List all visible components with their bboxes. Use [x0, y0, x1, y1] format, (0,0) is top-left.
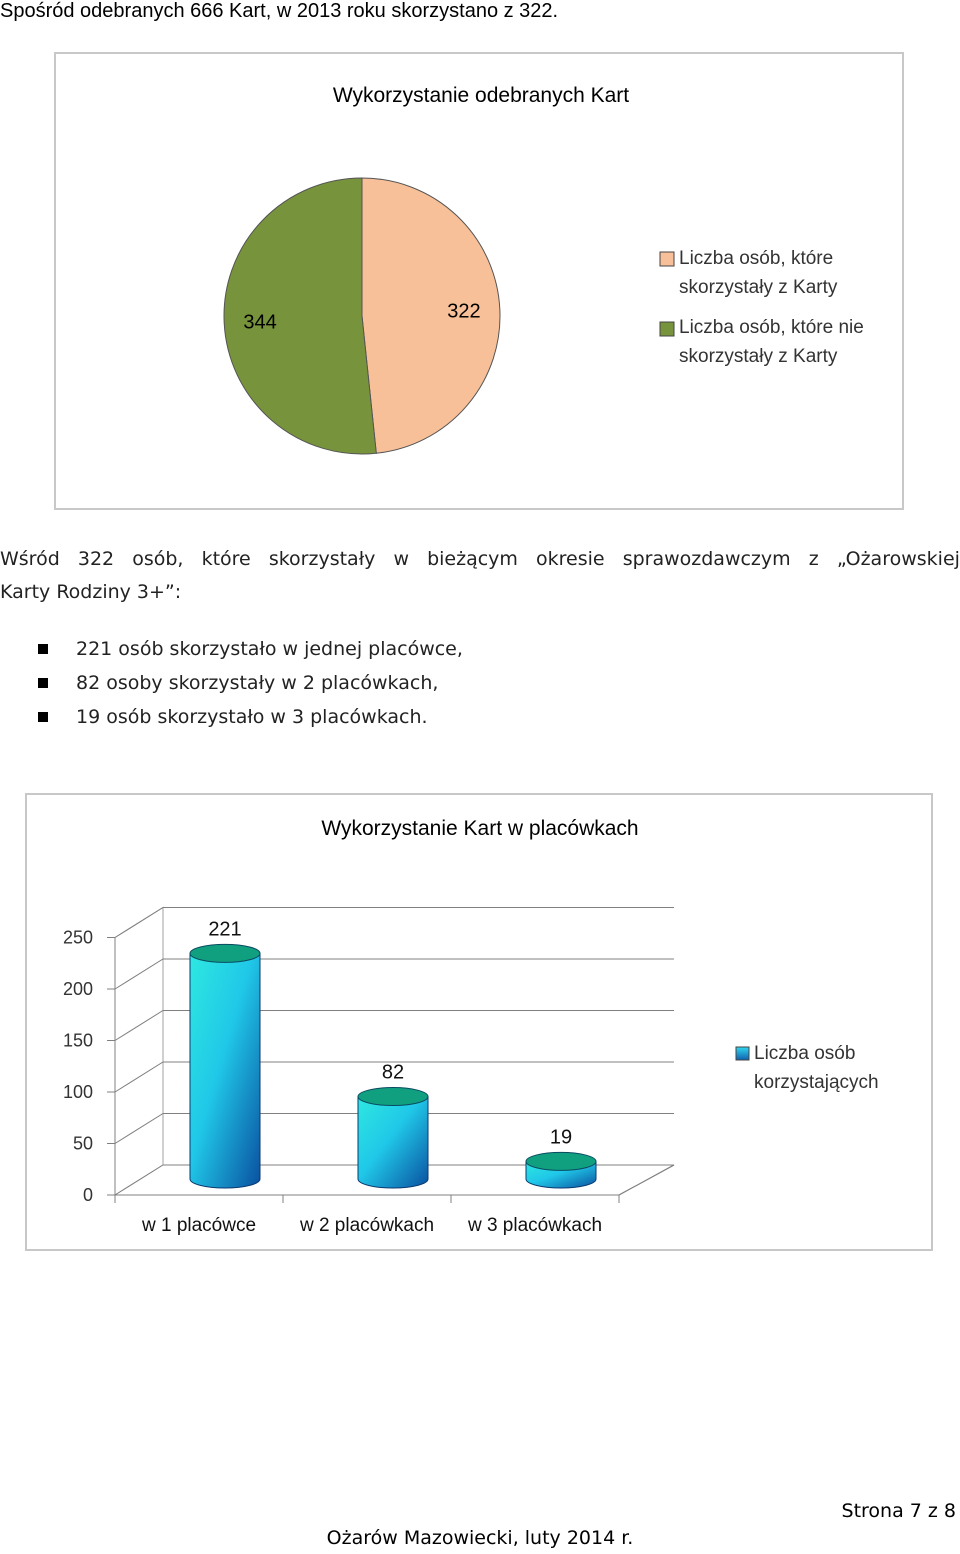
- paragraph-word: Wśród: [0, 548, 60, 570]
- bullet-text: 19 osób skorzystało w 3 placówkach.: [76, 706, 428, 728]
- bullet-item: [36, 667, 463, 701]
- paragraph-word: osób,: [132, 548, 184, 570]
- bar-data-label: 221: [208, 918, 242, 941]
- body-paragraph: [0, 543, 960, 609]
- bullet-square-icon: [38, 644, 48, 654]
- bar-top-cap: [358, 1088, 428, 1106]
- legend-label-series-line2: korzystających: [754, 1072, 879, 1093]
- pie-data-label-unused: 344: [243, 311, 277, 334]
- paragraph-word: skorzystały: [268, 548, 376, 570]
- bullet-square-icon: [38, 678, 48, 688]
- legend-label-used: [679, 244, 837, 302]
- x-tick-label: w 1 placówce: [141, 1215, 257, 1236]
- bar-body: [358, 1097, 428, 1188]
- legend-swatch-unused: [660, 322, 674, 336]
- bar-chart-title: Wykorzystanie Kart w placówkach: [321, 817, 639, 840]
- bullet-item: [36, 701, 463, 735]
- y-tick-label: 50: [72, 1133, 93, 1154]
- footer-place-date: Ożarów Mazowiecki, luty 2014 r.: [326, 1527, 634, 1549]
- legend-label-unused-line2: skorzystały z Karty: [679, 346, 838, 367]
- bullet-text: 221 osób skorzystało w jednej placówce,: [76, 638, 463, 660]
- legend-label-used-line2: skorzystały z Karty: [679, 277, 838, 298]
- y-tick-label: 200: [62, 979, 93, 999]
- x-tick-label: w 2 placówkach: [299, 1215, 435, 1236]
- bar-chart-svg: [27, 795, 931, 1249]
- bar-cylinder: [190, 944, 260, 1188]
- page-number: Strona 7 z 8: [841, 1500, 956, 1522]
- legend-label-series: [754, 1039, 879, 1097]
- side-wall: [115, 908, 163, 1196]
- paragraph-word: sprawozdawczym: [622, 548, 791, 570]
- y-tick-label: 100: [62, 1082, 93, 1102]
- paragraph-line-2: Karty Rodziny 3+”:: [0, 581, 182, 603]
- gridline: [115, 908, 674, 941]
- bullet-text: 82 osoby skorzystały w 2 placówkach,: [76, 672, 439, 694]
- bar-cylinder: [358, 1088, 428, 1188]
- bullet-item: [36, 633, 463, 667]
- paragraph-word: bieżącym: [427, 548, 518, 570]
- bar-data-label: 82: [381, 1061, 405, 1084]
- pie-data-label-used: 322: [447, 300, 481, 323]
- legend-swatch-series: [736, 1047, 749, 1060]
- paragraph-word: okresie: [536, 548, 605, 570]
- pie-chart-frame: [54, 52, 904, 510]
- legend-label-series-line1: Liczba osób: [754, 1043, 856, 1064]
- paragraph-word: które: [201, 548, 251, 570]
- x-tick-label: w 3 placówkach: [467, 1215, 603, 1236]
- paragraph-word: z: [808, 548, 819, 570]
- bar-data-label: 19: [549, 1126, 573, 1149]
- bar-top-cap: [190, 944, 260, 962]
- pie-chart-title: Wykorzystanie odebranych Kart: [332, 84, 630, 107]
- legend-label-unused-line1: Liczba osób, które nie: [679, 317, 864, 338]
- bar-cylinder: [526, 1152, 596, 1188]
- paragraph-word: w: [393, 548, 409, 570]
- y-tick-label: 150: [62, 1030, 93, 1051]
- y-tick-label: 0: [82, 1185, 93, 1205]
- bullet-square-icon: [38, 712, 48, 722]
- paragraph-line-1: [0, 543, 960, 576]
- legend-label-unused: [679, 313, 864, 371]
- paragraph-word: 322: [77, 548, 115, 570]
- bar-chart-frame: [25, 793, 933, 1251]
- bullet-list: [36, 633, 463, 735]
- bar-top-cap: [526, 1152, 596, 1170]
- legend-label-used-line1: Liczba osób, które: [679, 248, 834, 269]
- intro-text: Spośród odebranych 666 Kart, w 2013 roku skorzystano z 322.: [0, 0, 559, 22]
- legend-swatch-used: [660, 252, 674, 266]
- paragraph-word: „Ożarowskiej: [836, 548, 960, 570]
- y-tick-label: 250: [62, 927, 93, 948]
- bar-body: [190, 953, 260, 1188]
